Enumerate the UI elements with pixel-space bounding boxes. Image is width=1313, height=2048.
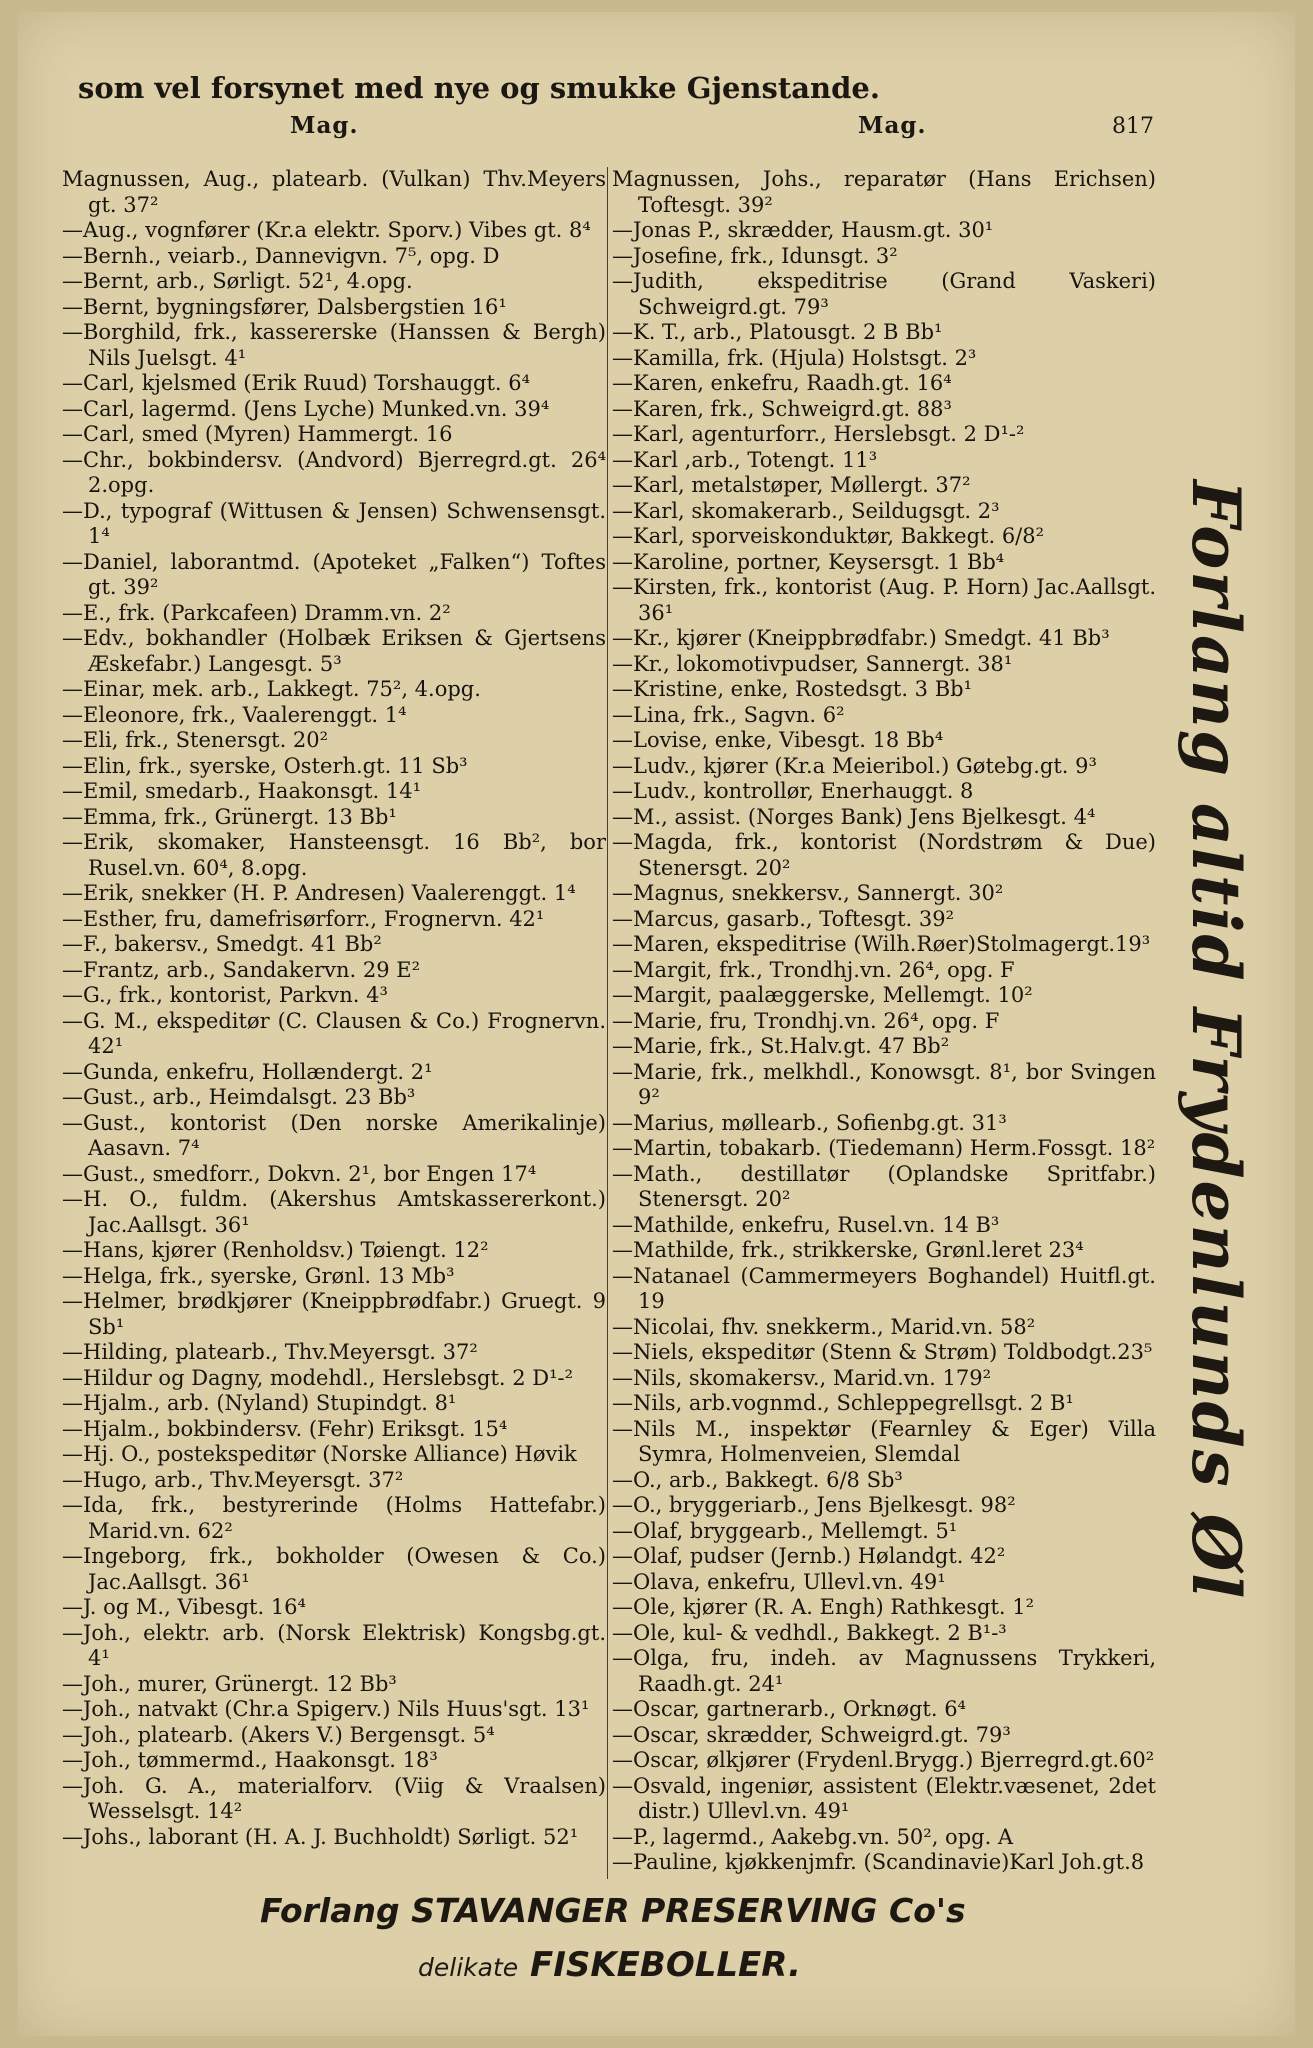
directory-entry: —Hildur og Dagny, modehdl., Herslebsgt. 2 D¹-² [62, 1365, 574, 1390]
directory-entry: —Joh. G. A., materialforv. (Viig & Vraalsen) Wesselsgt. 14² [62, 1773, 606, 1823]
directory-entry: —Margit, frk., Trondhj.vn. 26⁴, opg. F [612, 957, 1015, 982]
directory-entry: —Kirsten, frk., kontorist (Aug. P. Horn) Jac.Aallsgt. 36¹ [612, 575, 1156, 625]
directory-entry: —Hj. O., postekspeditør (Norske Alliance) Høvik [62, 1442, 577, 1466]
directory-entry: —Ludv., kontrollør, Enerhauggt. 8 [612, 779, 974, 803]
side-ad-text: Forlang altid Frydenlunds Øl [1177, 479, 1255, 1601]
header-slogan: som vel forsynet med nye og smukke Gjenstande. [78, 71, 880, 105]
directory-entry: —Gust., arb., Heimdalsgt. 23 Bb³ [62, 1085, 416, 1109]
directory-entry: —Joh., natvakt (Chr.a Spigerv.) Nils Huus'sgt. 13¹ [62, 1697, 590, 1721]
directory-entry: —Borghild, frk., kassererske (Hanssen & Bergh) Nils Juelsgt. 4¹ [62, 320, 606, 370]
directory-entry: —Karl, agenturforr., Herslebsgt. 2 D¹-² [612, 422, 1025, 446]
directory-entry: —Aug., vognfører (Kr.a elektr. Sporv.) Vibes gt. 8⁴ [62, 218, 591, 242]
directory-entry: —Ole, kul- & vedhdl., Bakkegt. 2 B¹-³ [612, 1620, 1007, 1645]
footer-ad-main: FISKEBOLLER. [529, 1945, 802, 1985]
directory-entry: —Ludv., kjører (Kr.a Meieribol.) Gøtebg.gt. 9³ [612, 753, 1097, 778]
directory-entry: —Joh., elektr. arb. (Norsk Elektrisk) Kongsbg.gt. 4¹ [62, 1620, 606, 1670]
directory-entry: —Eli, frk., Stenersgt. 20² [62, 728, 329, 752]
directory-entry: —Nils M., inspektør (Fearnley & Eger) Villa Symra, Holmenveien, Slemdal [612, 1416, 1156, 1466]
directory-entry: —Maren, ekspeditrise (Wilh.Røer)Stolmagergt.19³ [612, 932, 1151, 956]
directory-entry: —P., lagermd., Aakebg.vn. 50², opg. A [612, 1824, 1014, 1849]
directory-entry: —Oscar, ølkjører (Frydenl.Brygg.) Bjerregrd.gt.60² [612, 1748, 1155, 1772]
right-column-heading: Mag. [858, 112, 927, 139]
directory-entry: —Magnus, snekkersv., Sannergt. 30² [612, 881, 1004, 905]
directory-entry: —Olava, enkefru, Ullevl.vn. 49¹ [612, 1569, 946, 1594]
directory-entry: —Mathilde, enkefru, Rusel.vn. 14 B³ [612, 1212, 1000, 1237]
directory-entry: —Marie, frk., melkhdl., Konowsgt. 8¹, bor Svingen 9² [612, 1059, 1156, 1109]
directory-entry: Magnussen, Aug., platearb. (Vulkan) Thv.Meyers gt. 37² [62, 167, 606, 217]
directory-entry: —Karoline, portner, Keysersgt. 1 Bb⁴ [612, 549, 1005, 574]
directory-entry: —E., frk. (Parkcafeen) Dramm.vn. 2² [62, 600, 451, 625]
directory-entry: —Emma, frk., Grünergt. 13 Bb¹ [62, 804, 397, 829]
directory-entry: —Bernh., veiarb., Dannevigvn. 7⁵, opg. D [62, 243, 500, 268]
directory-entry: —Nils, arb.vognmd., Schleppegrellsgt. 2 B¹ [612, 1391, 1074, 1415]
directory-entry: —Margit, paalæggerske, Mellemgt. 10² [612, 983, 1033, 1007]
directory-entry: —Karen, frk., Schweigrd.gt. 88³ [612, 396, 952, 421]
directory-entry: —Pauline, kjøkkenjmfr. (Scandinavie)Karl Joh.gt.8 [612, 1850, 1145, 1874]
footer-ad-line-1: Forlang STAVANGER PRESERVING Co's [260, 1891, 966, 1930]
directory-entry: —Jonas P., skrædder, Hausm.gt. 30¹ [612, 218, 994, 242]
directory-entry: —O., bryggeriarb., Jens Bjelkesgt. 98² [612, 1493, 1016, 1517]
directory-entry: —O., arb., Bakkegt. 6/8 Sb³ [612, 1467, 903, 1492]
directory-entry: —Karl ,arb., Totengt. 11³ [612, 447, 878, 472]
directory-entry: —Olga, fru, indeh. av Magnussens Trykkeri, Raadh.gt. 24¹ [612, 1646, 1156, 1696]
directory-entry: —Gust., kontorist (Den norske Amerikalinje) Aasavn. 7⁴ [62, 1110, 606, 1160]
footer-ad-prefix: delikate [418, 1953, 519, 1982]
directory-entry: —Natanael (Cammermeyers Boghandel) Huitfl.gt. 19 [612, 1263, 1156, 1313]
directory-entry: —Kamilla, frk. (Hjula) Holstsgt. 2³ [612, 345, 977, 370]
left-column-heading: Mag. [290, 112, 359, 139]
left-column [62, 167, 606, 1882]
directory-entry: —Olaf, pudser (Jernb.) Hølandgt. 42² [612, 1544, 1006, 1568]
directory-entry: —Osvald, ingeniør, assistent (Elektr.væsenet, 2det distr.) Ullevl.vn. 49¹ [612, 1773, 1156, 1823]
directory-entry: —F., bakersv., Smedgt. 41 Bb² [62, 932, 382, 956]
directory-entry: —Marie, fru, Trondhj.vn. 26⁴, opg. F [612, 1008, 1000, 1033]
directory-entry: —Oscar, skrædder, Schweigrd.gt. 79³ [612, 1722, 1011, 1747]
directory-entry: —Joh., tømmermd., Haakonsgt. 18³ [62, 1748, 438, 1772]
side-advertisement [1166, 470, 1266, 1610]
directory-entry: —Bernt, arb., Sørligt. 52¹, 4.opg. [62, 269, 413, 293]
directory-entry: —Karl, skomakerarb., Seildugsgt. 2³ [612, 498, 1000, 523]
directory-entry: —Marie, frk., St.Halv.gt. 47 Bb² [612, 1034, 950, 1058]
directory-entry: —J. og M., Vibesgt. 16⁴ [62, 1595, 306, 1619]
directory-entry: —Mathilde, frk., strikkerske, Grønl.leret 23⁴ [612, 1238, 1084, 1262]
directory-entry: —Judith, ekspeditrise (Grand Vaskeri) Schweigrd.gt. 79³ [612, 269, 1156, 319]
directory-entry: —Magda, frk., kontorist (Nordstrøm & Due) Stenersgt. 20² [612, 830, 1156, 880]
directory-entry: —G. M., ekspeditør (C. Clausen & Co.) Frognervn. 42¹ [62, 1008, 606, 1058]
column-divider [607, 167, 608, 1879]
directory-entry: —Carl, kjelsmed (Erik Ruud) Torshauggt. 6⁴ [62, 371, 531, 395]
directory-entry: —Helga, frk., syerske, Grønl. 13 Mb³ [62, 1263, 455, 1288]
directory-entry: —Nils, skomakersv., Marid.vn. 179² [612, 1365, 992, 1390]
directory-entry: —M., assist. (Norges Bank) Jens Bjelkesgt. 4⁴ [612, 804, 1096, 829]
directory-entry: —Math., destillatør (Oplandske Spritfabr.) Stenersgt. 20² [612, 1161, 1156, 1211]
directory-entry: —Bernt, bygningsfører, Dalsbergstien 16¹ [62, 294, 507, 319]
page-number: 817 [1112, 114, 1154, 139]
directory-entry: —Kr., lokomotivpudser, Sannergt. 38¹ [612, 651, 1013, 676]
directory-entry: —Karen, enkefru, Raadh.gt. 16⁴ [612, 371, 952, 395]
directory-entry: —Kr., kjører (Kneippbrødfabr.) Smedgt. 41 Bb³ [612, 626, 1110, 650]
directory-entry: —Eleonore, frk., Vaalerenggt. 1⁴ [62, 702, 407, 727]
directory-entry: —Hilding, platearb., Thv.Meyersgt. 37² [62, 1340, 478, 1364]
directory-entry: —Chr., bokbindersv. (Andvord) Bjerregrd.gt. 26⁴ 2.opg. [62, 447, 606, 497]
directory-entry: —Marius, møllearb., Sofienbg.gt. 31³ [612, 1110, 1007, 1135]
directory-entry: —Hugo, arb., Thv.Meyersgt. 37² [62, 1467, 404, 1492]
right-column [612, 167, 1156, 1882]
directory-entry: —Erik, snekker (H. P. Andresen) Vaalerenggt. 1⁴ [62, 881, 576, 905]
directory-entry: —Johs., laborant (H. A. J. Buchholdt) Sørligt. 52¹ [62, 1824, 579, 1849]
directory-entry: —Elin, frk., syerske, Osterh.gt. 11 Sb³ [62, 753, 468, 778]
directory-entry: —Ida, frk., bestyrerinde (Holms Hattefabr.) Marid.vn. 62² [62, 1493, 606, 1543]
directory-entry: —Helmer, brødkjører (Kneippbrødfabr.) Gruegt. 9 Sb¹ [62, 1289, 606, 1339]
directory-entry: —Daniel, laborantmd. (Apoteket „Falken“) Toftes gt. 39² [62, 549, 606, 599]
directory-entry: —Gust., smedforr., Dokvn. 2¹, bor Engen 17⁴ [62, 1161, 537, 1186]
directory-entry: —Frantz, arb., Sandakervn. 29 E² [62, 957, 421, 982]
directory-entry: —Hans, kjører (Renholdsv.) Tøiengt. 12² [62, 1238, 489, 1262]
directory-entry: —Karl, sporveiskonduktør, Bakkegt. 6/8² [612, 524, 1045, 548]
directory-entry: —Marcus, gasarb., Toftesgt. 39² [612, 906, 955, 931]
directory-entry: —H. O., fuldm. (Akershus Amtskassererkont.) Jac.Aallsgt. 36¹ [62, 1187, 606, 1237]
directory-entry: —Olaf, bryggearb., Mellemgt. 5¹ [612, 1518, 958, 1543]
directory-entry: —Oscar, gartnerarb., Orknøgt. 6⁴ [612, 1697, 966, 1721]
directory-entry: —Edv., bokhandler (Holbæk Eriksen & Gjertsens Æskefabr.) Langesgt. 5³ [62, 626, 606, 676]
directory-entry: —Josefine, frk., Idunsgt. 3² [612, 243, 898, 268]
directory-entry: —Erik, skomaker, Hansteensgt. 16 Bb², bor Rusel.vn. 60⁴, 8.opg. [62, 830, 606, 880]
directory-entry: —Niels, ekspeditør (Stenn & Strøm) Toldbodgt.23⁵ [612, 1340, 1153, 1364]
directory-entry: —Joh., platearb. (Akers V.) Bergensgt. 5⁴ [62, 1722, 495, 1747]
directory-entry: —Lovise, enke, Vibesgt. 18 Bb⁴ [612, 728, 944, 752]
directory-entry: —Hjalm., bokbindersv. (Fehr) Eriksgt. 15⁴ [62, 1416, 508, 1441]
directory-entry: —Carl, lagermd. (Jens Lyche) Munked.vn. 39⁴ [62, 396, 550, 421]
directory-entry: —Karl, metalstøper, Møllergt. 37² [612, 473, 971, 497]
directory-entry: —Hjalm., arb. (Nyland) Stupindgt. 8¹ [62, 1391, 457, 1415]
directory-entry: —Carl, smed (Myren) Hammergt. 16 [62, 422, 453, 446]
directory-entry: —Emil, smedarb., Haakonsgt. 14¹ [62, 779, 422, 803]
directory-entry: Magnussen, Johs., reparatør (Hans Erichsen) Toftesgt. 39² [612, 167, 1156, 217]
directory-entry: —G., frk., kontorist, Parkvn. 4³ [62, 983, 388, 1007]
footer-ad-line-2 [418, 1937, 1018, 1993]
directory-entry: —Kristine, enke, Rostedsgt. 3 Bb¹ [612, 677, 973, 701]
directory-entry: —Ole, kjører (R. A. Engh) Rathkesgt. 1² [612, 1595, 1035, 1619]
directory-entry: —Joh., murer, Grünergt. 12 Bb³ [62, 1671, 397, 1696]
directory-entry: —Esther, fru, damefrisørforr., Frognervn. 42¹ [62, 906, 545, 931]
directory-entry: —K. T., arb., Platousgt. 2 B Bb¹ [612, 320, 943, 344]
directory-entry: —D., typograf (Wittusen & Jensen) Schwensensgt. 1⁴ [62, 498, 606, 548]
directory-entry: —Nicolai, fhv. snekkerm., Marid.vn. 58² [612, 1314, 1036, 1339]
directory-entry: —Einar, mek. arb., Lakkegt. 75², 4.opg. [62, 677, 481, 701]
directory-entry: —Gunda, enkefru, Hollændergt. 2¹ [62, 1059, 433, 1084]
directory-entry: —Ingeborg, frk., bokholder (Owesen & Co.) Jac.Aallsgt. 36¹ [62, 1544, 606, 1594]
directory-entry: —Lina, frk., Sagvn. 6² [612, 702, 845, 727]
directory-entry: —Martin, tobakarb. (Tiedemann) Herm.Fossgt. 18² [612, 1136, 1156, 1160]
